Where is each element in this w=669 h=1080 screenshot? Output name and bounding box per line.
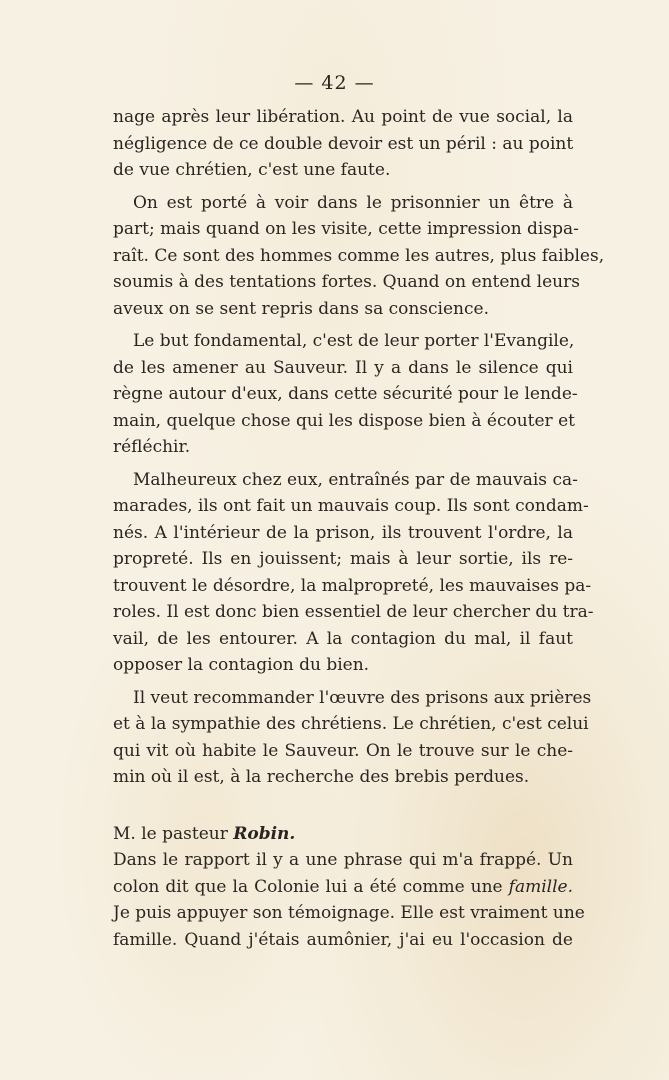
text-line: famille. Quand j'étais aumônier, j'ai eu l'occasion de — [113, 929, 573, 950]
text-line: Je puis appuyer son témoignage. Elle est vraiment une — [113, 903, 585, 923]
text-line: de vue chrétien, c'est une faute. — [113, 160, 391, 180]
speaker-heading — [113, 821, 573, 848]
speaker-prefix: M. le pasteur — [113, 823, 228, 844]
page-number: — 42 — — [294, 72, 375, 94]
text-line: main, quelque chose qui les dispose bien à écouter et — [113, 410, 575, 431]
text-line — [113, 874, 573, 901]
text-line: et à la sympathie des chrétiens. Le chrétien, c'est celui — [113, 714, 589, 734]
text-line: trouvent le désordre, la malpropreté, les mauvaises pa- — [113, 575, 592, 596]
text-fragment: colon dit que la Colonie lui a été comme une — [113, 876, 503, 897]
text-line: propreté. Ils en jouissent; mais à leur sortie, ils re- — [113, 549, 573, 569]
text-line: Le but fondamental, c'est de leur porter l'Evangile, — [133, 331, 575, 351]
text-line: Il veut recommander l'œuvre des prisons aux prières — [133, 687, 592, 708]
text-line: raît. Ce sont des hommes comme les autres, plus faibles, — [113, 245, 605, 266]
paragraph — [113, 847, 585, 953]
text-line: nage après leur libération. Au point de vue social, la — [113, 107, 573, 127]
body-text — [113, 104, 605, 953]
speaker-name: Robin. — [233, 823, 296, 844]
text-line: min où il est, à la recherche des brebis perdues. — [113, 767, 530, 787]
text-line: nés. A l'intérieur de la prison, ils trouvent l'ordre, la — [113, 522, 573, 543]
paragraph — [113, 467, 594, 679]
text-line: opposer la contagion du bien. — [113, 655, 370, 675]
text-line: soumis à des tentations fortes. Quand on entend leurs — [113, 272, 580, 292]
paragraph — [113, 685, 592, 791]
italic-word: famille. — [508, 876, 573, 897]
text-line: part; mais quand on les visite, cette impression dispa- — [113, 219, 579, 239]
text-line: On est porté à voir dans le prisonnier un être à — [133, 192, 573, 213]
paragraph — [113, 328, 578, 461]
paragraph — [113, 104, 573, 184]
text-line: marades, ils ont fait un mauvais coup. Ils sont condam- — [113, 496, 589, 516]
text-line: aveux on se sent repris dans sa conscience. — [113, 298, 489, 319]
text-line: Dans le rapport il y a une phrase qui m'a frappé. Un — [113, 850, 573, 870]
text-line: vail, de les entourer. A la contagion du mal, il faut — [113, 628, 573, 649]
paragraph — [113, 190, 605, 323]
text-line: qui vit où habite le Sauveur. On le trouve sur le che- — [113, 740, 573, 761]
text-line: réfléchir. — [113, 437, 191, 457]
text-line: de les amener au Sauveur. Il y a dans le silence qui — [113, 357, 573, 378]
text-line: négligence de ce double devoir est un péril : au point — [113, 133, 574, 154]
text-line: Malheureux chez eux, entraînés par de mauvais ca- — [133, 469, 578, 490]
speaker-line — [113, 821, 573, 848]
text-line: roles. Il est donc bien essentiel de leur chercher du tra- — [113, 602, 594, 622]
text-line: règne autour d'eux, dans cette sécurité pour le lende- — [113, 384, 578, 404]
